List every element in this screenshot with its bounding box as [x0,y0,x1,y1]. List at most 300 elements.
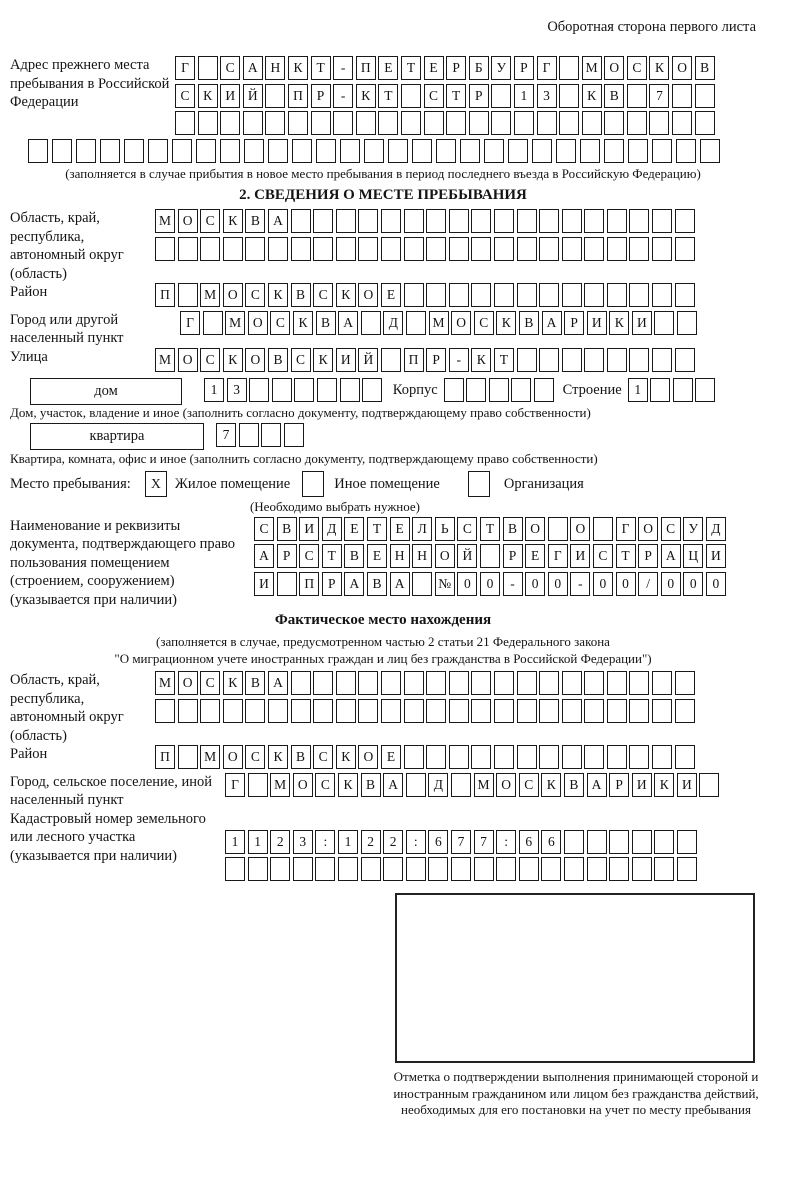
char-box[interactable] [356,111,376,135]
char-box[interactable]: О [245,348,265,372]
char-box[interactable] [652,699,672,723]
char-box[interactable]: П [356,56,376,80]
char-box[interactable] [652,237,672,261]
char-box[interactable]: 1 [248,830,268,854]
char-box[interactable]: А [243,56,263,80]
char-box[interactable]: К [582,84,602,108]
char-box[interactable]: С [200,348,220,372]
prev-address-row-4[interactable] [28,139,756,167]
char-box[interactable] [381,671,401,695]
char-box[interactable]: 1 [338,830,358,854]
char-box[interactable]: 3 [227,378,247,402]
char-box[interactable]: Р [514,56,534,80]
char-box[interactable] [607,209,627,233]
char-box[interactable]: У [491,56,511,80]
char-box[interactable]: П [155,745,175,769]
char-box[interactable]: О [223,745,243,769]
char-box[interactable] [517,348,537,372]
char-box[interactable]: С [424,84,444,108]
char-box[interactable] [474,857,494,881]
char-box[interactable] [28,139,48,163]
char-box[interactable]: - [503,572,523,596]
char-box[interactable]: Т [378,84,398,108]
char-box[interactable]: : [315,830,335,854]
char-box[interactable]: В [316,311,336,335]
char-box[interactable] [496,857,516,881]
char-box[interactable] [584,237,604,261]
char-box[interactable] [517,237,537,261]
char-box[interactable]: Е [378,56,398,80]
apartment-number-row[interactable] [216,423,306,451]
stay-checkbox-organization[interactable] [468,471,490,497]
char-box[interactable] [401,84,421,108]
char-box[interactable]: К [198,84,218,108]
char-box[interactable]: О [570,517,590,541]
char-box[interactable] [243,111,263,135]
raion-row[interactable] [155,283,697,311]
char-box[interactable] [336,237,356,261]
char-box[interactable]: 1 [225,830,245,854]
char-box[interactable] [539,209,559,233]
char-box[interactable] [587,830,607,854]
char-box[interactable] [587,857,607,881]
char-box[interactable]: Р [503,544,523,568]
char-box[interactable]: О [435,544,455,568]
char-box[interactable] [245,699,265,723]
char-box[interactable] [584,699,604,723]
stay-checkbox-other[interactable] [302,471,324,497]
char-box[interactable]: В [564,773,584,797]
char-box[interactable] [494,237,514,261]
char-box[interactable]: В [695,56,715,80]
char-box[interactable] [378,111,398,135]
char-box[interactable] [336,209,356,233]
char-box[interactable]: И [220,84,240,108]
char-box[interactable] [580,139,600,163]
stay-checkbox-residential[interactable]: X [145,471,167,497]
char-box[interactable]: В [361,773,381,797]
char-box[interactable]: Д [322,517,342,541]
char-box[interactable] [548,517,568,541]
char-box[interactable] [559,56,579,80]
char-box[interactable]: 2 [361,830,381,854]
char-box[interactable] [245,237,265,261]
char-box[interactable] [426,283,446,307]
oblast-row-1[interactable] [155,209,697,237]
char-box[interactable] [556,139,576,163]
char-box[interactable]: 0 [616,572,636,596]
char-box[interactable] [582,111,602,135]
char-box[interactable] [564,830,584,854]
char-box[interactable] [511,378,531,402]
char-box[interactable]: В [503,517,523,541]
char-box[interactable]: 0 [706,572,726,596]
char-box[interactable] [404,671,424,695]
char-box[interactable] [460,139,480,163]
char-box[interactable] [675,209,695,233]
char-box[interactable]: В [519,311,539,335]
char-box[interactable] [449,699,469,723]
char-box[interactable] [451,857,471,881]
char-box[interactable]: 7 [451,830,471,854]
char-box[interactable] [562,209,582,233]
char-box[interactable] [628,139,648,163]
char-box[interactable]: С [313,283,333,307]
char-box[interactable] [654,830,674,854]
char-box[interactable]: К [541,773,561,797]
char-box[interactable] [562,671,582,695]
char-box[interactable] [336,671,356,695]
char-box[interactable] [172,139,192,163]
char-box[interactable]: С [661,517,681,541]
char-box[interactable] [562,745,582,769]
char-box[interactable]: Т [311,56,331,80]
char-box[interactable] [315,857,335,881]
char-box[interactable]: А [268,671,288,695]
char-box[interactable]: А [390,572,410,596]
char-box[interactable] [695,84,715,108]
char-box[interactable] [491,84,511,108]
char-box[interactable]: 1 [628,378,648,402]
document-row-1[interactable] [254,517,728,545]
char-box[interactable] [584,348,604,372]
char-box[interactable] [444,378,464,402]
char-box[interactable] [471,671,491,695]
char-box[interactable]: К [223,671,243,695]
char-box[interactable] [494,745,514,769]
char-box[interactable]: Т [446,84,466,108]
char-box[interactable]: / [638,572,658,596]
char-box[interactable] [584,283,604,307]
char-box[interactable] [562,237,582,261]
char-box[interactable]: Е [367,544,387,568]
char-box[interactable]: С [457,517,477,541]
char-box[interactable] [178,745,198,769]
char-box[interactable]: О [358,745,378,769]
char-box[interactable]: О [638,517,658,541]
char-box[interactable] [100,139,120,163]
apartment-type-box[interactable]: квартира [30,423,204,450]
document-row-3[interactable] [254,572,728,600]
char-box[interactable] [155,699,175,723]
char-box[interactable]: К [313,348,333,372]
char-box[interactable]: К [338,773,358,797]
char-box[interactable] [629,745,649,769]
char-box[interactable] [340,139,360,163]
char-box[interactable]: П [155,283,175,307]
char-box[interactable] [584,209,604,233]
char-box[interactable] [383,857,403,881]
char-box[interactable] [261,423,281,447]
char-box[interactable] [203,311,223,335]
char-box[interactable]: С [313,745,333,769]
char-box[interactable] [604,111,624,135]
char-box[interactable] [426,237,446,261]
char-box[interactable] [220,111,240,135]
char-box[interactable]: - [570,572,590,596]
char-box[interactable]: Р [426,348,446,372]
char-box[interactable]: С [299,544,319,568]
char-box[interactable] [652,283,672,307]
char-box[interactable]: Т [494,348,514,372]
char-box[interactable]: В [245,671,265,695]
char-box[interactable] [562,348,582,372]
char-box[interactable] [361,857,381,881]
char-box[interactable]: И [570,544,590,568]
char-box[interactable]: А [661,544,681,568]
char-box[interactable] [649,111,669,135]
char-box[interactable] [652,348,672,372]
char-box[interactable] [52,139,72,163]
char-box[interactable] [607,237,627,261]
char-box[interactable] [155,237,175,261]
char-box[interactable] [338,857,358,881]
char-box[interactable]: И [587,311,607,335]
char-box[interactable]: И [299,517,319,541]
char-box[interactable]: С [291,348,311,372]
char-box[interactable]: Г [180,311,200,335]
char-box[interactable]: К [223,209,243,233]
char-box[interactable]: 2 [383,830,403,854]
char-box[interactable] [404,745,424,769]
char-box[interactable] [677,830,697,854]
char-box[interactable]: 1 [514,84,534,108]
char-box[interactable]: 0 [457,572,477,596]
char-box[interactable]: А [383,773,403,797]
stroenie-row[interactable] [628,378,718,406]
char-box[interactable]: К [223,348,243,372]
char-box[interactable] [629,209,649,233]
char-box[interactable] [313,237,333,261]
char-box[interactable] [607,745,627,769]
char-box[interactable] [654,857,674,881]
char-box[interactable]: Н [412,544,432,568]
char-box[interactable]: С [220,56,240,80]
char-box[interactable] [277,572,297,596]
char-box[interactable]: С [270,311,290,335]
char-box[interactable] [358,671,378,695]
char-box[interactable] [539,283,559,307]
char-box[interactable]: П [299,572,319,596]
char-box[interactable]: С [474,311,494,335]
char-box[interactable] [292,139,312,163]
char-box[interactable] [629,671,649,695]
char-box[interactable]: О [451,311,471,335]
char-box[interactable] [695,378,715,402]
char-box[interactable] [449,237,469,261]
char-box[interactable]: 0 [480,572,500,596]
char-box[interactable] [627,84,647,108]
char-box[interactable]: П [404,348,424,372]
char-box[interactable]: 7 [649,84,669,108]
char-box[interactable]: А [338,311,358,335]
char-box[interactable] [388,139,408,163]
char-box[interactable] [381,237,401,261]
char-box[interactable]: Ц [683,544,703,568]
char-box[interactable] [517,699,537,723]
char-box[interactable] [469,111,489,135]
char-box[interactable] [559,84,579,108]
char-box[interactable] [294,378,314,402]
char-box[interactable] [673,378,693,402]
char-box[interactable]: 0 [548,572,568,596]
char-box[interactable] [358,237,378,261]
char-box[interactable] [200,699,220,723]
char-box[interactable] [268,699,288,723]
char-box[interactable] [361,311,381,335]
char-box[interactable]: А [344,572,364,596]
char-box[interactable]: - [333,56,353,80]
char-box[interactable]: : [496,830,516,854]
char-box[interactable] [381,699,401,723]
char-box[interactable] [288,111,308,135]
char-box[interactable] [148,139,168,163]
char-box[interactable] [700,139,720,163]
char-box[interactable]: О [604,56,624,80]
char-box[interactable] [406,311,426,335]
char-box[interactable]: № [435,572,455,596]
char-box[interactable]: И [677,773,697,797]
char-box[interactable]: Р [446,56,466,80]
char-box[interactable]: В [268,348,288,372]
char-box[interactable] [632,857,652,881]
char-box[interactable] [248,857,268,881]
char-box[interactable]: И [336,348,356,372]
char-box[interactable]: С [245,745,265,769]
char-box[interactable]: В [277,517,297,541]
char-box[interactable] [650,378,670,402]
char-box[interactable]: Г [175,56,195,80]
char-box[interactable] [584,671,604,695]
char-box[interactable] [677,857,697,881]
char-box[interactable]: Е [381,283,401,307]
char-box[interactable]: В [291,745,311,769]
char-box[interactable] [604,139,624,163]
prev-address-row-3[interactable] [175,111,717,139]
char-box[interactable] [654,311,674,335]
char-box[interactable]: Е [390,517,410,541]
char-box[interactable] [291,209,311,233]
char-box[interactable] [471,237,491,261]
char-box[interactable]: К [288,56,308,80]
char-box[interactable]: М [200,745,220,769]
char-box[interactable] [491,111,511,135]
char-box[interactable] [428,857,448,881]
char-box[interactable] [404,237,424,261]
char-box[interactable] [652,209,672,233]
char-box[interactable]: Т [480,517,500,541]
char-box[interactable]: 6 [541,830,561,854]
char-box[interactable]: С [519,773,539,797]
char-box[interactable]: П [288,84,308,108]
char-box[interactable] [627,111,647,135]
char-box[interactable]: Р [322,572,342,596]
char-box[interactable]: Д [383,311,403,335]
prev-address-row-2[interactable] [175,84,717,112]
char-box[interactable] [629,237,649,261]
char-box[interactable] [494,699,514,723]
char-box[interactable] [239,423,259,447]
char-box[interactable]: 3 [293,830,313,854]
char-box[interactable] [449,209,469,233]
char-box[interactable]: Р [277,544,297,568]
char-box[interactable] [607,671,627,695]
cadastre-row-1[interactable] [225,830,699,858]
char-box[interactable] [699,773,719,797]
char-box[interactable]: С [245,283,265,307]
char-box[interactable] [519,857,539,881]
char-box[interactable]: С [315,773,335,797]
char-box[interactable]: М [155,209,175,233]
char-box[interactable]: О [178,348,198,372]
char-box[interactable]: Р [638,544,658,568]
char-box[interactable]: 6 [519,830,539,854]
char-box[interactable] [494,671,514,695]
char-box[interactable] [471,209,491,233]
prev-address-row-1[interactable] [175,56,717,84]
actual-city-row[interactable] [225,773,722,801]
char-box[interactable]: Н [265,56,285,80]
char-box[interactable] [675,745,695,769]
char-box[interactable]: О [525,517,545,541]
char-box[interactable] [270,857,290,881]
char-box[interactable] [248,773,268,797]
char-box[interactable]: С [254,517,274,541]
char-box[interactable]: С [627,56,647,80]
char-box[interactable]: О [178,209,198,233]
char-box[interactable]: Н [390,544,410,568]
char-box[interactable]: Р [311,84,331,108]
char-box[interactable] [311,111,331,135]
char-box[interactable] [471,283,491,307]
char-box[interactable] [675,283,695,307]
char-box[interactable] [196,139,216,163]
char-box[interactable] [124,139,144,163]
char-box[interactable]: : [406,830,426,854]
char-box[interactable] [534,378,554,402]
char-box[interactable]: О [293,773,313,797]
char-box[interactable] [607,348,627,372]
char-box[interactable]: 1 [204,378,224,402]
actual-raion-row[interactable] [155,745,697,773]
char-box[interactable]: Г [548,544,568,568]
char-box[interactable] [404,699,424,723]
char-box[interactable] [517,745,537,769]
char-box[interactable]: Б [469,56,489,80]
char-box[interactable] [336,699,356,723]
char-box[interactable] [225,857,245,881]
char-box[interactable] [466,378,486,402]
actual-oblast-row-2[interactable] [155,699,697,727]
char-box[interactable]: И [706,544,726,568]
char-box[interactable] [426,671,446,695]
char-box[interactable]: М [155,348,175,372]
char-box[interactable]: 0 [661,572,681,596]
char-box[interactable] [677,311,697,335]
char-box[interactable]: В [291,283,311,307]
char-box[interactable]: 3 [537,84,557,108]
char-box[interactable]: Г [616,517,636,541]
char-box[interactable] [484,139,504,163]
char-box[interactable] [489,378,509,402]
char-box[interactable]: М [270,773,290,797]
char-box[interactable] [508,139,528,163]
korpus-row[interactable] [444,378,557,406]
char-box[interactable] [629,283,649,307]
char-box[interactable]: 7 [216,423,236,447]
char-box[interactable] [584,745,604,769]
char-box[interactable]: С [593,544,613,568]
